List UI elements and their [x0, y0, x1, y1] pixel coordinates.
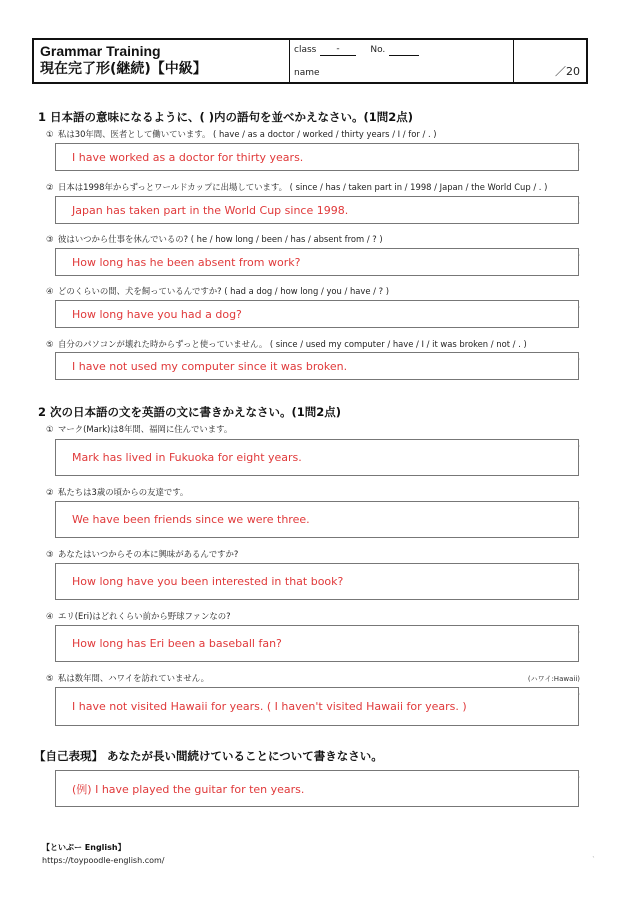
answer-text: How long has Eri been a baseball fan? — [72, 637, 282, 650]
answer-text: How long have you been interested in that book? — [72, 575, 344, 588]
corner-mark: ˎ — [592, 850, 596, 858]
title-japanese: 現在完了形(継続)【中級】 — [40, 61, 207, 77]
footer-url[interactable]: https://toypoodle-english.com/ — [42, 856, 165, 865]
answer-text: How long has he been absent from work? — [72, 255, 301, 269]
answer-box-1-2[interactable]: Japan has taken part in the World Cup since 1998. ˎ — [55, 196, 579, 224]
answer-text: How long have you had a dog? — [72, 307, 242, 321]
answer-box-1-1[interactable]: I have worked as a doctor for thirty years. ˎ — [55, 143, 579, 171]
answer-box-1-4[interactable]: How long have you had a dog? ˎ — [55, 300, 579, 328]
answer-text: Japan has taken part in the World Cup since 1998. — [72, 203, 349, 217]
section-2-title: 2 次の日本語の文を英語の文に書きかえなさい。(1問2点) — [38, 405, 342, 419]
answer-text: We have been friends since we were three. — [72, 513, 310, 526]
answer-box-2-2[interactable]: We have been friends since we were three. ˎ — [55, 501, 579, 538]
answer-box-2-4[interactable]: How long has Eri been a baseball fan? ˎ — [55, 625, 579, 662]
answer-text: I have worked as a doctor for thirty years. — [72, 150, 304, 164]
class-blank[interactable] — [320, 45, 356, 56]
answer-box-2-1[interactable]: Mark has lived in Fukuoka for eight years. ˎ — [55, 439, 579, 476]
title-cell — [34, 40, 290, 82]
section-1-title: 1 日本語の意味になるように、( )内の語句を並べかえなさい。(1問2点) — [38, 110, 414, 124]
answer-box-self-expression[interactable]: (例) I have played the guitar for ten years. ˎ — [55, 770, 579, 807]
answer-text: Mark has lived in Fukuoka for eight years. — [72, 451, 302, 464]
hint-hawaii: (ハワイ:Hawaii) — [527, 675, 580, 683]
name-label: name — [294, 68, 320, 78]
section-3-title: 【自己表現】 あなたが長い間続けていることについて書きなさい。 — [34, 749, 383, 763]
answer-text: I have not used my computer since it was broken. — [72, 359, 348, 373]
question-2-3: ③ あなたはいつからその本に興味があるんですか? — [46, 549, 239, 559]
title-english: Grammar Training — [40, 43, 161, 59]
question-1-4: ④ どのくらいの間、犬を飼っているんですか? ( had a dog / how long / you / have / ? ) — [46, 286, 390, 296]
question-1-1: ① 私は30年間、医者として働いています。 ( have / as a doctor / worked / thirty years / I / for / . ) — [46, 129, 437, 139]
class-label: class — [294, 45, 317, 55]
answer-text: (例) I have played the guitar for ten years. — [72, 782, 305, 796]
question-2-5: ⑤ 私は数年間、ハワイを訪れていません。 — [46, 673, 210, 683]
question-2-4: ④ エリ(Eri)はどれくらい前から野球ファンなの? — [46, 611, 231, 621]
class-dash: - — [336, 44, 340, 54]
score-cell — [514, 40, 586, 82]
footer-brand: 【といぷー English】 — [42, 843, 126, 852]
question-2-1: ① マーク(Mark)は8年間、福岡に住んでいます。 — [46, 424, 233, 434]
answer-box-2-3[interactable]: How long have you been interested in that book? ˎ — [55, 563, 579, 600]
question-1-3: ③ 彼はいつから仕事を休んでいるの? ( he / how long / been / has / absent from / ? ) — [46, 234, 383, 244]
answer-box-1-3[interactable]: How long has he been absent from work? ˎ — [55, 248, 579, 276]
worksheet-header — [32, 38, 588, 84]
answer-box-2-5[interactable]: I have not visited Hawaii for years. ( I haven't visited Hawaii for years. ) ˎ — [55, 687, 579, 726]
score-total: ／20 — [555, 65, 580, 78]
number-label: No. — [370, 45, 386, 55]
question-2-2: ② 私たちは3歳の頃からの友達です。 — [46, 487, 189, 497]
number-blank[interactable] — [389, 45, 419, 56]
answer-box-1-5[interactable]: I have not used my computer since it was broken. ˎ — [55, 352, 579, 380]
question-1-5: ⑤ 自分のパソコンが壊れた時からずっと使っていません。 ( since / used my computer / have / I / it was broken / not / . ) — [46, 339, 527, 349]
answer-text: I have not visited Hawaii for years. ( I haven't visited Hawaii for years. ) — [72, 700, 467, 713]
question-1-2: ② 日本は1998年からずっとワールドカップに出場しています。 ( since / has / taken part in / 1998 / Japan / the World Cup / . ) — [46, 182, 548, 192]
class-cell — [290, 40, 514, 82]
